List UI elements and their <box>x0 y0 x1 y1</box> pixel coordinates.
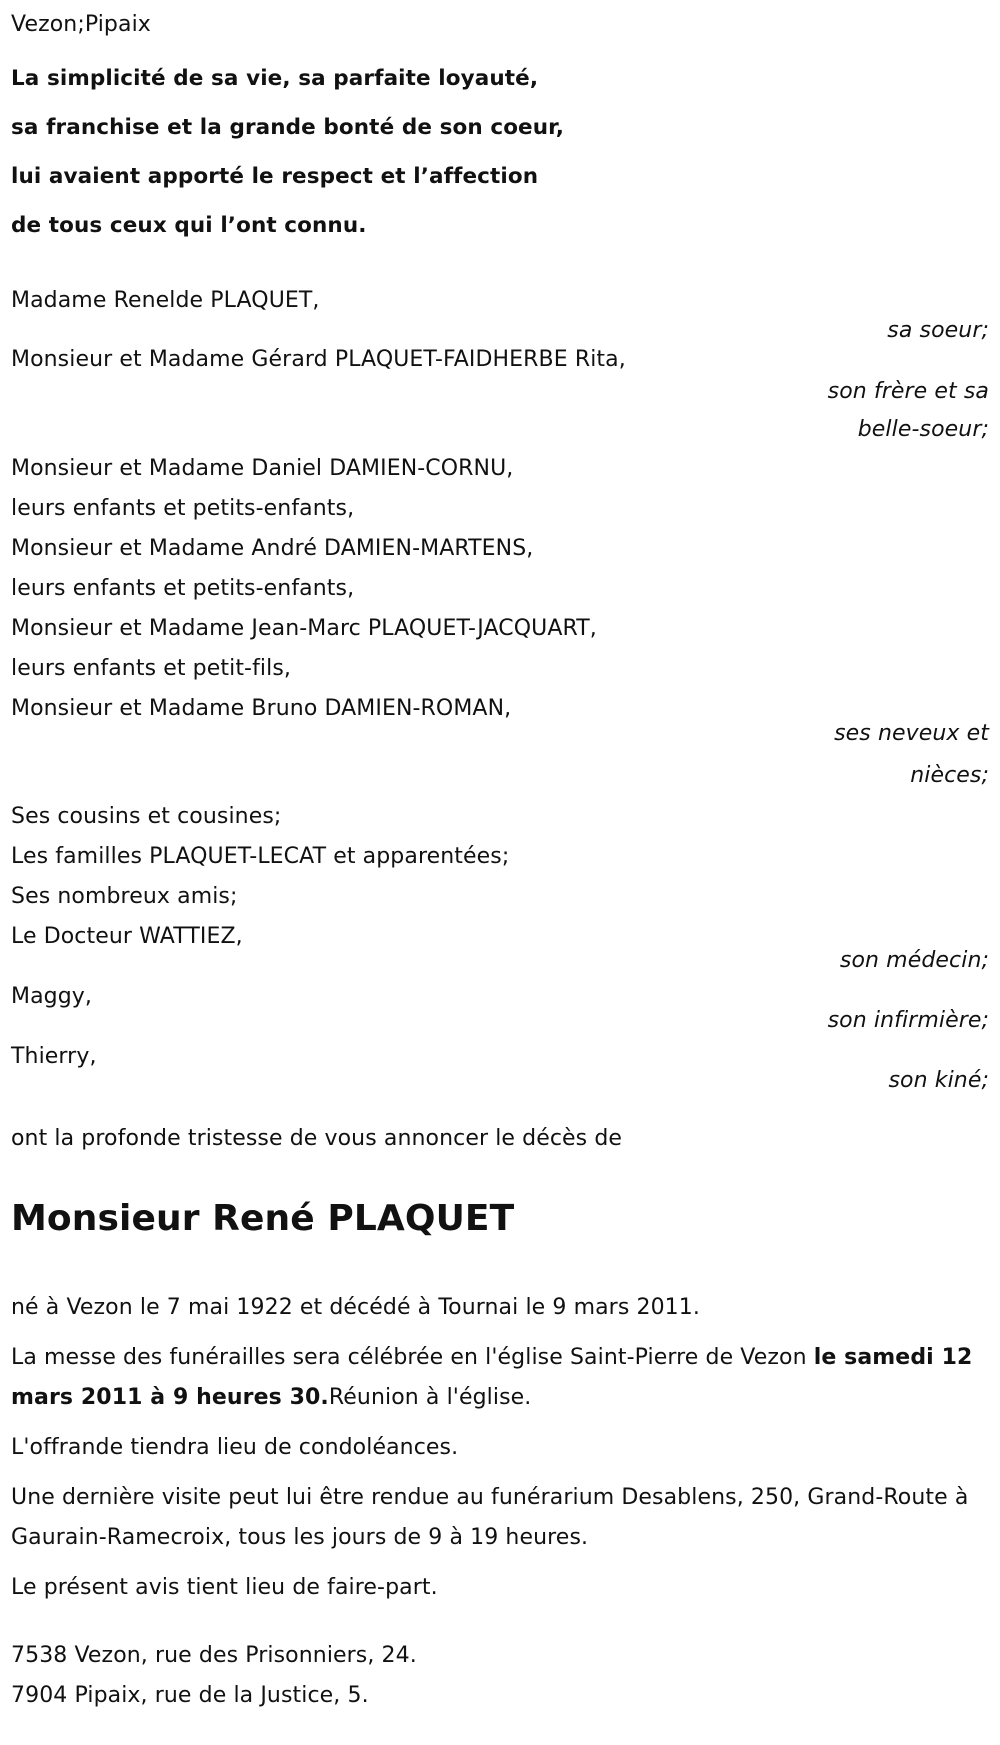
place-header: Vezon;Pipaix <box>11 12 151 37</box>
announcement-text: ont la profonde tristesse de vous annoncer le décès de <box>11 1126 623 1151</box>
birth-death-text: né à Vezon le 7 mai 1922 et décédé à Tournai le 9 mars 2011. <box>11 1295 700 1320</box>
family-name: Madame Renelde PLAQUET, <box>11 288 320 313</box>
family-name: leurs enfants et petit-fils, <box>11 656 292 681</box>
motto-line: sa franchise et la grande bonté de son coeur, <box>11 115 564 140</box>
obituary-notice <box>0 5 1000 1716</box>
family-name: Ses cousins et cousines; <box>11 804 282 829</box>
motto-line: de tous ceux qui l’ont connu. <box>11 213 367 238</box>
family-list <box>11 281 989 1100</box>
family-name: Monsieur et Madame Jean-Marc PLAQUET-JACQUART, <box>11 616 597 641</box>
mass-meeting: Réunion à l'église. <box>328 1385 532 1410</box>
family-name: Le Docteur WATTIEZ, <box>11 924 243 949</box>
family-entry-others <box>11 797 989 917</box>
addresses <box>11 1636 989 1716</box>
family-name: leurs enfants et petits-enfants, <box>11 496 355 521</box>
family-name: Les familles PLAQUET-LECAT et apparentées; <box>11 844 510 869</box>
family-name: Monsieur et Madame Bruno DAMIEN-ROMAN, <box>11 696 512 721</box>
family-role: son frère et sa belle-soeur; <box>827 379 989 442</box>
deceased-name: Monsieur René PLAQUET <box>11 1198 515 1239</box>
family-name: Ses nombreux amis; <box>11 884 238 909</box>
family-name: leurs enfants et petits-enfants, <box>11 576 355 601</box>
family-entry-nephews <box>11 449 989 797</box>
family-entry-doctor <box>11 917 989 980</box>
family-role: sa soeur; <box>887 318 989 343</box>
family-role: son infirmière; <box>827 1008 989 1033</box>
family-name: Monsieur et Madame Gérard PLAQUET-FAIDHERBE Rita, <box>11 347 626 372</box>
mass-intro: La messe des funérailles sera célébrée en l'église Saint-Pierre de Vezon <box>11 1345 814 1370</box>
family-entry-physio <box>11 1037 989 1100</box>
family-entry-brother <box>11 340 989 449</box>
family-role: son kiné; <box>888 1068 989 1093</box>
motto-line: lui avaient apporté le respect et l’affection <box>11 164 539 189</box>
family-entry-nurse <box>11 977 989 1040</box>
family-name: Thierry, <box>11 1044 97 1069</box>
motto-line: La simplicité de sa vie, sa parfaite loyauté, <box>11 66 539 91</box>
mass-date: le samedi 12 mars 2011 à 9 heures 30. <box>11 1345 973 1410</box>
visit-text: Une dernière visite peut lui être rendue au funérarium Desablens, 250, Grand-Route à Gaurain-Ramecroix, tous les jours de 9 à 19 heures. <box>11 1485 969 1550</box>
offering-text: L'offrande tiendra lieu de condoléances. <box>11 1435 459 1460</box>
motto-quote <box>11 54 989 250</box>
mass-text <box>11 1338 989 1418</box>
notice-text: Le présent avis tient lieu de faire-part. <box>11 1575 438 1600</box>
family-name: Maggy, <box>11 984 93 1009</box>
family-role: ses neveux et nièces; <box>834 721 989 788</box>
family-role: son médecin; <box>839 948 989 973</box>
family-name: Monsieur et Madame André DAMIEN-MARTENS, <box>11 536 534 561</box>
address-line: 7538 Vezon, rue des Prisonniers, 24. <box>11 1643 417 1668</box>
family-name: Monsieur et Madame Daniel DAMIEN-CORNU, <box>11 456 514 481</box>
funeral-details <box>11 1288 989 1608</box>
address-line: 7904 Pipaix, rue de la Justice, 5. <box>11 1683 369 1708</box>
